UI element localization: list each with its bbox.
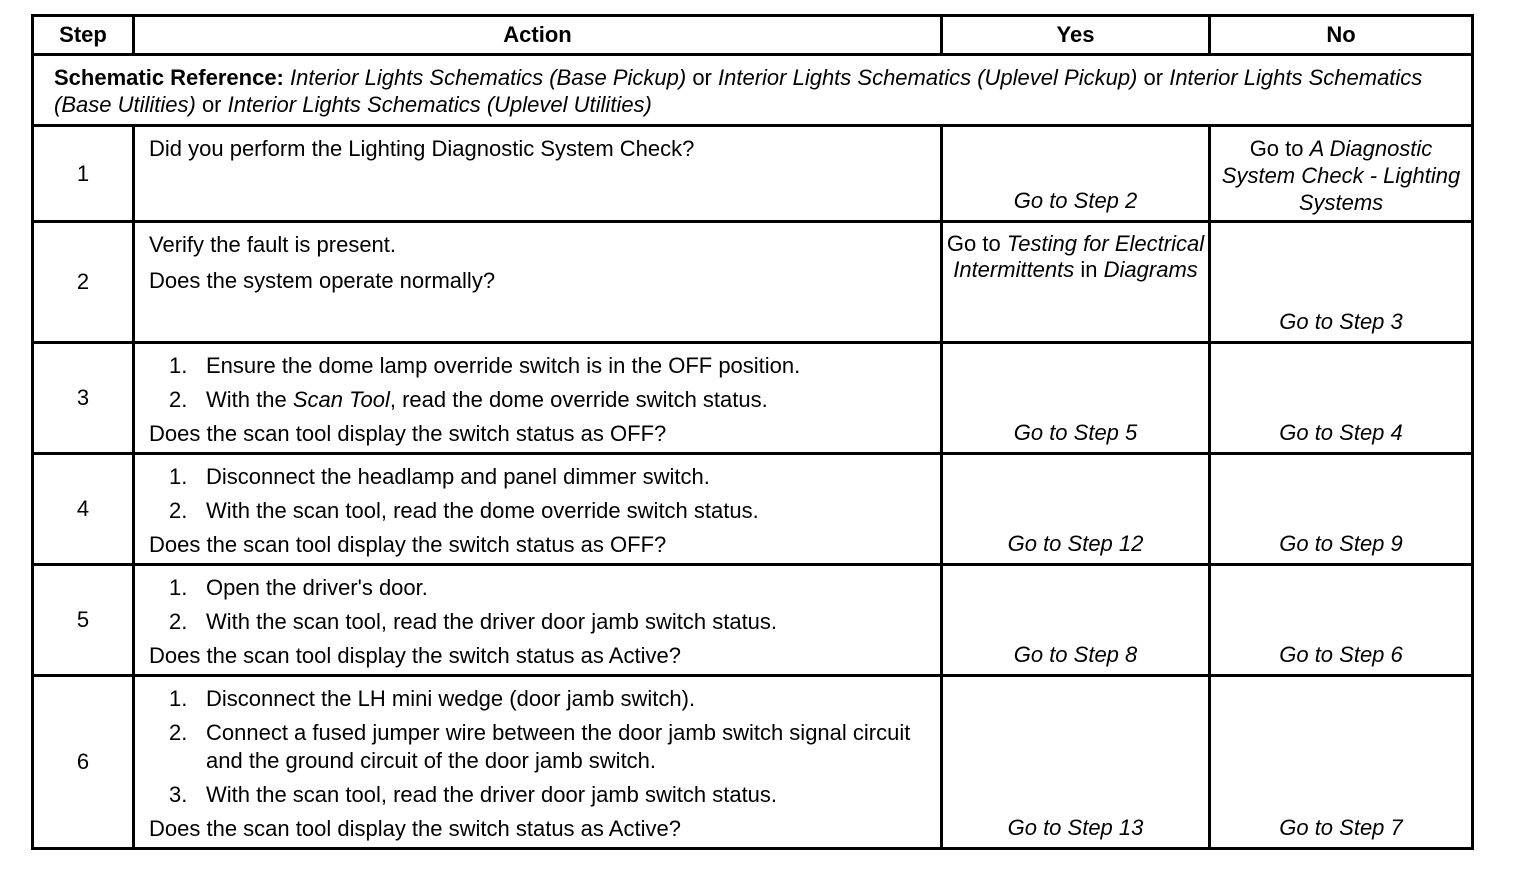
no-cell — [1210, 676, 1473, 849]
action-step-item — [149, 497, 928, 525]
action-question: Does the system operate normally? — [149, 268, 496, 293]
schematic-or: or — [1143, 65, 1164, 90]
schematic-link-uplevel-pickup: Interior Lights Schematics (Uplevel Pickup) — [718, 65, 1138, 90]
step-item-number: 2. — [169, 498, 188, 523]
action-steps — [149, 463, 928, 525]
yes-action-link: Testing for Electrical Intermittents — [953, 231, 1205, 282]
step-item-text: Ensure the dome lamp override switch is in the OFF position. — [206, 353, 801, 378]
action-step-item — [149, 352, 928, 380]
yes-cell — [942, 126, 1210, 222]
step-item-number: 3. — [169, 782, 188, 807]
step-item-number: 1. — [169, 686, 188, 711]
table-row — [33, 565, 1473, 676]
step-number: 2 — [33, 222, 134, 343]
action-step-item — [149, 685, 928, 713]
step-item-text: With the scan tool, read the dome override switch status. — [206, 498, 759, 523]
step-number: 6 — [33, 676, 134, 849]
action-cell — [134, 343, 942, 454]
step-item-number: 1. — [169, 464, 188, 489]
action-question: Does the scan tool display the switch status as Active? — [149, 816, 681, 841]
action-cell — [134, 676, 942, 849]
header-row — [33, 16, 1473, 55]
step-number: 4 — [33, 454, 134, 565]
header-action: Action — [134, 16, 942, 55]
step-item-text: Open the driver's door. — [206, 575, 428, 600]
schematic-reference — [33, 55, 1473, 126]
no-action — [1211, 127, 1471, 216]
step-item-text: Disconnect the headlamp and panel dimmer switch. — [206, 464, 710, 489]
action-step-item — [149, 574, 928, 602]
no-cell — [1210, 126, 1473, 222]
action-steps — [149, 685, 928, 809]
action-question: Did you perform the Lighting Diagnostic System Check? — [149, 136, 695, 161]
yes-action: Go to Step 12 — [1007, 531, 1144, 556]
no-action: Go to Step 6 — [1279, 642, 1403, 667]
table-row — [33, 126, 1473, 222]
yes-action: Go to Step 5 — [1013, 420, 1138, 445]
yes-cell — [942, 222, 1210, 343]
action-steps — [149, 574, 928, 636]
yes-action: Go to Step 13 — [1007, 815, 1144, 840]
no-cell — [1210, 565, 1473, 676]
action-cell — [134, 222, 942, 343]
step-number: 3 — [33, 343, 134, 454]
yes-action: Go to Step 2 — [1013, 188, 1138, 213]
header-step: Step — [33, 16, 134, 55]
yes-cell — [942, 343, 1210, 454]
action-step-item — [149, 608, 928, 636]
yes-action-prefix: Go to — [946, 231, 1001, 256]
step-item-text: With the scan tool, read the driver door jamb switch status. — [206, 782, 778, 807]
schematic-or: or — [201, 92, 222, 117]
step-item-text: Connect a fused jumper wire between the door jamb switch signal circuit and the ground circuit of the door jamb switch. — [206, 720, 911, 773]
table-row — [33, 676, 1473, 849]
yes-action: Go to Step 8 — [1013, 642, 1138, 667]
no-action: Go to Step 9 — [1279, 531, 1403, 556]
schematic-reference-label: Schematic Reference: — [54, 65, 284, 90]
action-steps — [149, 352, 928, 414]
step-item-text: With the scan tool, read the driver door jamb switch status. — [206, 609, 778, 634]
schematic-reference-row — [33, 55, 1473, 126]
table-row — [33, 343, 1473, 454]
schematic-link-base-pickup: Interior Lights Schematics (Base Pickup) — [290, 65, 687, 90]
action-line: Verify the fault is present. — [149, 232, 397, 257]
yes-cell — [942, 676, 1210, 849]
step-item-text: Disconnect the LH mini wedge (door jamb switch). — [206, 686, 696, 711]
action-cell — [134, 126, 942, 222]
no-action: Go to Step 7 — [1279, 815, 1403, 840]
action-cell — [134, 454, 942, 565]
step-number: 1 — [33, 126, 134, 222]
action-step-item — [149, 386, 928, 414]
step-item-text: , read the dome override switch status. — [389, 387, 768, 412]
yes-action-link-diagrams: Diagrams — [1103, 257, 1198, 282]
step-item-text: With the — [206, 387, 287, 412]
schematic-link-base-utilities: Interior Lights Schematics (Base Utilities) — [54, 65, 1423, 117]
table-row — [33, 454, 1473, 565]
action-step-item — [149, 719, 928, 775]
diagnostic-table — [31, 14, 1474, 850]
yes-action — [943, 223, 1208, 283]
header-no: No — [1210, 16, 1473, 55]
step-item-number: 2. — [169, 387, 188, 412]
no-action-prefix: Go to — [1249, 136, 1304, 161]
no-cell — [1210, 222, 1473, 343]
schematic-or: or — [692, 65, 712, 90]
step-item-italic: Scan Tool — [292, 387, 390, 412]
action-step-item — [149, 781, 928, 809]
no-action-link: A Diagnostic System Check - Lighting Systems — [1221, 136, 1461, 215]
step-item-number: 1. — [169, 353, 188, 378]
step-item-number: 1. — [169, 575, 188, 600]
yes-cell — [942, 565, 1210, 676]
table-row — [33, 222, 1473, 343]
action-question: Does the scan tool display the switch status as OFF? — [149, 532, 667, 557]
yes-action-mid: in — [1080, 257, 1098, 282]
no-cell — [1210, 343, 1473, 454]
no-cell — [1210, 454, 1473, 565]
schematic-link-uplevel-utilities: Interior Lights Schematics (Uplevel Utilities) — [227, 92, 652, 117]
no-action: Go to Step 3 — [1279, 309, 1403, 334]
no-action: Go to Step 4 — [1279, 420, 1403, 445]
step-item-number: 2. — [169, 609, 188, 634]
step-number: 5 — [33, 565, 134, 676]
step-item-number: 2. — [169, 720, 188, 745]
action-step-item — [149, 463, 928, 491]
action-question: Does the scan tool display the switch status as Active? — [149, 643, 681, 668]
action-cell — [134, 565, 942, 676]
yes-cell — [942, 454, 1210, 565]
header-yes: Yes — [942, 16, 1210, 55]
action-question: Does the scan tool display the switch status as OFF? — [149, 421, 667, 446]
